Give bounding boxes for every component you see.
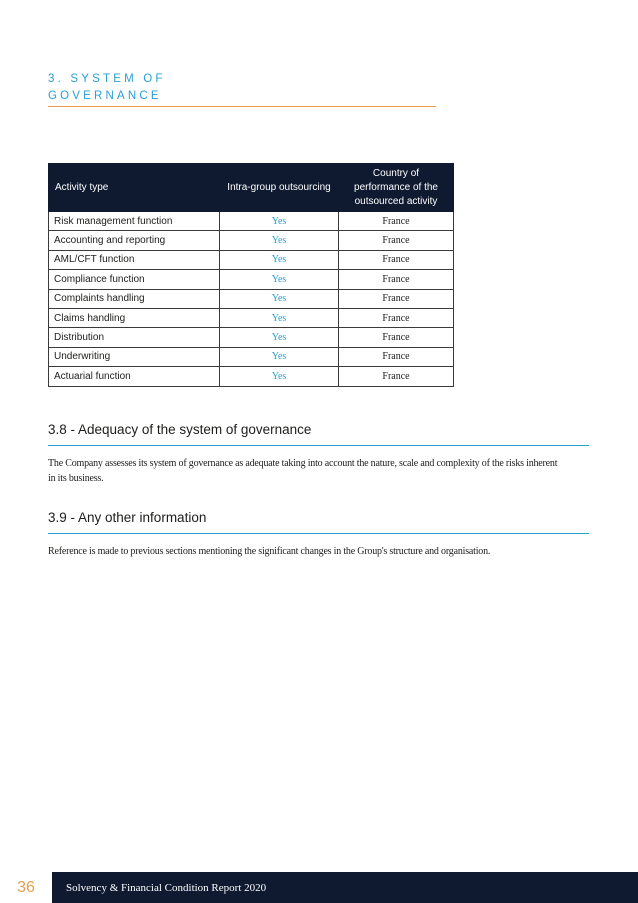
country-cell: France xyxy=(339,347,454,366)
section-3-8-divider xyxy=(48,445,589,446)
country-cell: France xyxy=(339,308,454,327)
table-row xyxy=(49,347,454,366)
activity-cell: Actuarial function xyxy=(49,367,220,386)
page-number: 36 xyxy=(17,878,35,896)
section-title-line-1: 3. SYSTEM OF xyxy=(48,73,166,85)
intra-group-cell: Yes xyxy=(220,347,339,366)
activity-cell: AML/CFT function xyxy=(49,250,220,269)
section-3-9-body: Reference is made to previous sections mentioning the significant changes in the Group's structure and organisation. xyxy=(48,546,491,557)
activity-cell: Complaints handling xyxy=(49,289,220,308)
country-cell: France xyxy=(339,289,454,308)
country-cell: France xyxy=(339,270,454,289)
section-3-9-heading: 3.9 - Any other information xyxy=(48,510,207,525)
section-3-8-heading: 3.8 - Adequacy of the system of governance xyxy=(48,422,312,437)
header-activity-type: Activity type xyxy=(49,164,220,212)
section-3-8-body: The Company assesses its system of governance as adequate taking into account the nature, scale and complexity of the risks inherent in its business. xyxy=(48,458,558,484)
table-row xyxy=(49,308,454,327)
intra-group-cell: Yes xyxy=(220,367,339,386)
table-row xyxy=(49,231,454,250)
table-row xyxy=(49,367,454,386)
title-divider xyxy=(48,106,436,107)
intra-group-cell: Yes xyxy=(220,289,339,308)
header-intra-group: Intra-group outsourcing xyxy=(220,164,339,212)
intra-group-cell: Yes xyxy=(220,328,339,347)
country-cell: France xyxy=(339,367,454,386)
intra-group-cell: Yes xyxy=(220,270,339,289)
activity-cell: Risk management function xyxy=(49,212,220,231)
activity-cell: Underwriting xyxy=(49,347,220,366)
section-title-line-2: GOVERNANCE xyxy=(48,90,162,102)
footer-bar xyxy=(52,872,638,903)
section-3-9-divider xyxy=(48,533,589,534)
intra-group-cell: Yes xyxy=(220,308,339,327)
header-country: Country of performance of the outsourced activity xyxy=(339,164,454,212)
table-row xyxy=(49,289,454,308)
table-row xyxy=(49,328,454,347)
table-row xyxy=(49,212,454,231)
country-cell: France xyxy=(339,328,454,347)
intra-group-cell: Yes xyxy=(220,212,339,231)
intra-group-cell: Yes xyxy=(220,231,339,250)
activity-cell: Accounting and reporting xyxy=(49,231,220,250)
report-title: Solvency & Financial Condition Report 2020 xyxy=(66,881,267,894)
activity-cell: Distribution xyxy=(49,328,220,347)
table-header-row xyxy=(49,164,454,212)
table-row xyxy=(49,270,454,289)
country-cell: France xyxy=(339,212,454,231)
outsourcing-table xyxy=(48,163,454,387)
table-row xyxy=(49,250,454,269)
section-title xyxy=(48,71,166,105)
activity-cell: Compliance function xyxy=(49,270,220,289)
country-cell: France xyxy=(339,250,454,269)
country-cell: France xyxy=(339,231,454,250)
intra-group-cell: Yes xyxy=(220,250,339,269)
activity-cell: Claims handling xyxy=(49,308,220,327)
